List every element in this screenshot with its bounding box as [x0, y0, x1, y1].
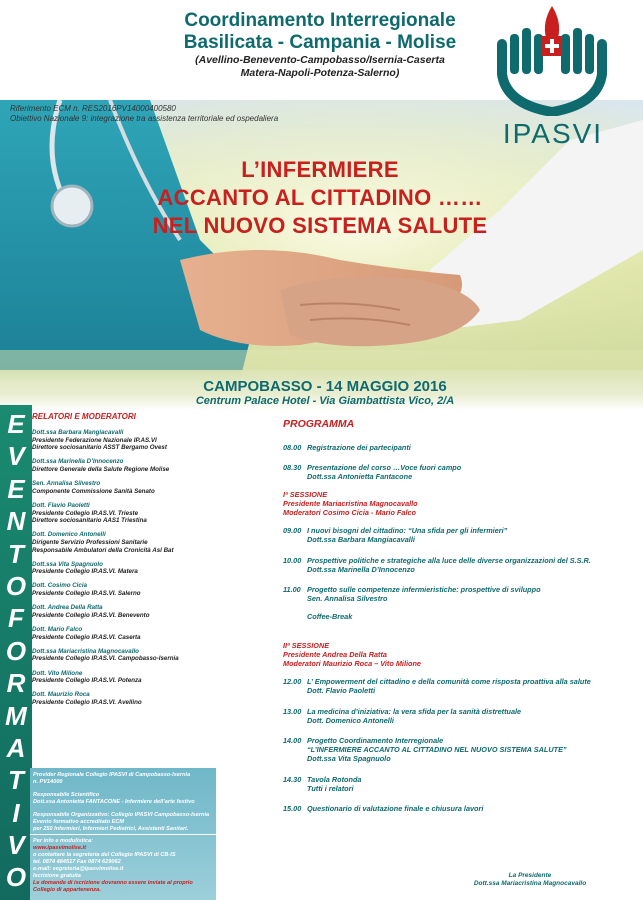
speaker-entry	[32, 458, 232, 473]
vertical-letter: F	[8, 603, 24, 634]
title-line-2: ACCANTO AL CITTADINO ……	[157, 185, 483, 210]
organizer-line: Responsabile Organizzativo: Collegio IPASVI Campobasso-Isernia	[33, 812, 210, 818]
schedule-time: 14.00	[283, 736, 302, 746]
speaker-role: Presidente Collegio IP.AS.VI. Trieste	[32, 509, 139, 517]
speaker-role: Presidente Federazione Nazionale IP.AS.VI	[32, 436, 157, 444]
session-moderators: Moderatori Maurizio Roca – Vito Milione	[283, 659, 421, 669]
speaker-role: Presidente Collegio IP.AS.VI. Benevento	[32, 611, 150, 619]
schedule-time: 12.00	[283, 677, 302, 687]
coffee-break: Coffee-Break	[307, 612, 353, 622]
speaker-role: Presidente Collegio IP.AS.VI. Potenza	[32, 677, 142, 685]
speaker-name: Dott.ssa Marinella D’Innocenzo	[32, 458, 124, 466]
audience-line: per 250 Infermieri, Infermieri Pediatrici, Assistenti Sanitari.	[33, 826, 189, 832]
schedule-text: Questionario di valutazione finale e chiusura lavori	[307, 804, 484, 814]
schedule-time: 08.30	[283, 463, 302, 473]
speaker-role: Direttore sociosanitario AAS1 Triestina	[32, 517, 147, 525]
vertical-letter: V	[7, 441, 25, 472]
schedule-row	[283, 736, 638, 745]
speaker-role: Direttore sociosanitario ASST Bergamo Ovest	[32, 444, 167, 452]
speaker-name: Dott.ssa Vita Spagnuolo	[32, 560, 103, 568]
speakers-list	[32, 412, 232, 713]
evento-formativo-letters	[0, 408, 32, 894]
speaker-entry	[32, 561, 232, 576]
speaker-role: Responsabile Ambulatori della Cronicità Asl Bat	[32, 546, 174, 554]
speaker-role: Presidente Collegio IP.AS.VI. Caserta	[32, 633, 141, 641]
contact-info	[33, 838, 213, 894]
speaker-role: Presidente Collegio IP.AS.VI. Campobasso-Isernia	[32, 655, 179, 663]
session-president: Presidente Mariacristina Magnocavallo	[283, 498, 418, 508]
header-line-2: Basilicata - Campania - Molise	[183, 32, 457, 53]
schedule-text: Registrazione dei partecipanti	[307, 443, 411, 452]
schedule-text: Progetto Coordinamento Interregionale	[307, 736, 444, 746]
speaker-entry	[32, 691, 232, 706]
program-heading: PROGRAMMA	[283, 418, 355, 430]
vertical-letter: T	[8, 538, 24, 569]
speaker-role: Presidente Collegio IP.AS.VI. Salerno	[32, 590, 141, 598]
vertical-letter: E	[7, 409, 25, 439]
schedule-text: L’ Empowerment del cittadino e della comunità come risposta proattiva alla salute	[307, 677, 591, 687]
header-line-4: Matera-Napoli-Potenza-Salerno)	[240, 67, 400, 79]
signature-name: Dott.ssa Mariacristina Magnocavallo	[473, 880, 587, 887]
speaker-role: Presidente Collegio IP.AS.VI. Matera	[32, 568, 138, 576]
speaker-role: Componente Commissione Sanità Senato	[32, 487, 155, 495]
accreditation-line: Evento formativo accreditato ECM	[33, 819, 125, 825]
program-schedule	[283, 418, 638, 813]
contact-heading: Per info e modulistica:	[33, 838, 93, 844]
free-registration: Iscrizione gratuita	[33, 873, 81, 879]
speaker-name: Dott.ssa Mariacristina Magnocavallo	[32, 647, 139, 655]
speaker-role: Direttore Generale della Salute Regione Molise	[32, 465, 170, 473]
speaker-entry	[32, 531, 232, 554]
speaker-name: Sen. Annalisa Silvestro	[32, 480, 101, 488]
schedule-speaker: Dott.ssa Vita Spagnuolo	[307, 754, 391, 764]
schedule-speaker: Dott. Flavio Paoletti	[307, 686, 376, 696]
schedule-speaker: Dott.ssa Marinella D’Innocenzo	[307, 564, 415, 574]
speaker-name: Dott. Flavio Paoletti	[32, 501, 90, 509]
provider-number: n. PV14000	[33, 779, 63, 785]
title-line-3: NEL NUOVO SISTEMA SALUTE	[152, 213, 488, 238]
speaker-entry	[32, 502, 232, 525]
city-date: CAMPOBASSO - 14 MAGGIO 2016	[203, 378, 447, 395]
schedule-text: Presentazione del corso …Voce fuori campo	[307, 463, 462, 473]
scientific-lead-label: Responsabile Scientifico	[33, 792, 100, 798]
speaker-name: Dott.ssa Barbara Mangiacavalli	[32, 429, 124, 436]
provider-line: Provider Regionale Collegio IPASVI di Campobasso-Isernia	[33, 772, 191, 778]
title-line-1: L’INFERMIERE	[241, 157, 399, 182]
schedule-speaker: Dott.ssa Barbara Mangiacavalli	[307, 535, 415, 545]
header-line-3: (Avellino-Benevento-Campobasso/Isernia-Caserta	[195, 54, 445, 66]
contact-line: o contattare la segreteria del Collegio IPASVI di CB-IS	[33, 852, 176, 858]
schedule-row	[283, 707, 638, 716]
schedule-row	[283, 443, 638, 452]
vertical-letter: I	[12, 797, 20, 828]
ecm-line-2: Obiettivo Nazionale 9: integrazione tra assistenza territoriale ed ospedaliera	[10, 114, 279, 123]
speaker-entry	[32, 648, 232, 663]
schedule-time: 13.00	[283, 706, 302, 716]
speaker-name: Dott. Vito Milione	[32, 669, 83, 677]
schedule-row	[283, 463, 638, 472]
schedule-row	[283, 556, 638, 565]
speaker-role: Presidente Collegio IP.AS.VI. Avellino	[32, 698, 142, 706]
schedule-row	[283, 775, 638, 784]
vertical-letter: M	[5, 700, 27, 731]
vertical-letter: V	[7, 830, 25, 861]
schedule-speaker: Dott. Domenico Antonelli	[307, 715, 394, 725]
provider-info	[33, 772, 213, 833]
session-title: IIª SESSIONE	[283, 640, 330, 650]
speaker-name: Dott. Mario Falco	[32, 626, 83, 634]
session-president: Presidente Andrea Della Ratta	[283, 649, 387, 659]
ipasvi-logo-text: IPASVI	[502, 118, 604, 149]
vertical-letter: N	[6, 506, 26, 537]
website-link[interactable]: www.ipasvimolise.it	[33, 845, 86, 851]
signature-block	[440, 872, 620, 888]
phone-fax: tel. 0874 484517 Fax 0874 629062	[33, 859, 121, 865]
vertical-letter: A	[6, 732, 26, 763]
schedule-text: La medicina d’iniziativa: la vera sfida per la sanità distrettuale	[307, 706, 522, 716]
vertical-letter: R	[6, 668, 26, 699]
speakers-heading: RELATORI E MODERATORI	[32, 412, 136, 421]
schedule-time: 15.00	[283, 804, 302, 814]
vertical-letter: O	[5, 570, 27, 601]
schedule-time: 11.00	[283, 585, 301, 595]
header-line-1: Coordinamento Interregionale	[184, 10, 456, 31]
schedule-text: I nuovi bisogni del cittadino: “Una sfida per gli infermieri”	[307, 526, 508, 536]
schedule-row	[283, 804, 638, 813]
schedule-time: 10.00	[283, 555, 302, 565]
vertical-letter: O	[5, 862, 27, 893]
schedule-row	[283, 585, 638, 594]
venue: Centrum Palace Hotel - Via Giambattista Vico, 2/A	[195, 395, 455, 407]
speaker-entry	[32, 429, 232, 452]
registration-note-2: Collegio di appartenenza.	[33, 887, 101, 893]
speaker-entry	[32, 670, 232, 685]
registration-note: Le domande di iscrizione dovranno essere inviate al proprio	[33, 880, 193, 886]
schedule-subtitle: “L’INFERMIERE ACCANTO AL CITTADINO NEL NUOVO SISTEMA SALUTE”	[307, 745, 567, 755]
schedule-speaker: Dott.ssa Antonietta Fantacone	[307, 472, 413, 482]
speaker-entry	[32, 604, 232, 619]
info-divider	[30, 834, 216, 835]
ipasvi-logo	[492, 4, 612, 116]
schedule-time: 14.30	[283, 774, 302, 784]
vertical-letter: E	[7, 473, 25, 504]
email-line[interactable]: e-mail: segreteria@ipasvimolise.it	[33, 866, 124, 872]
speaker-name: Dott. Domenico Antonelli	[32, 531, 106, 539]
schedule-text: Progetto sulle competenze infermieristiche: prospettive di sviluppo	[307, 585, 541, 595]
ipasvi-hands-icon	[492, 4, 612, 116]
schedule-row	[283, 526, 638, 535]
schedule-speaker: Tutti i relatori	[307, 783, 354, 793]
speaker-name: Dott. Andrea Della Ratta	[32, 604, 103, 612]
ecm-line-1: Riferimento ECM n. RES2016PV14000400580	[10, 104, 176, 113]
ecm-reference	[10, 104, 278, 124]
speaker-name: Dott. Cosimo Cicia	[32, 582, 88, 590]
session-title: Iª SESSIONE	[283, 489, 328, 499]
speaker-entry	[32, 626, 232, 641]
header-title-block	[150, 10, 490, 80]
schedule-text: Tavola Rotonda	[307, 774, 362, 784]
speaker-role: Dirigente Servizio Professioni Sanitarie	[32, 538, 148, 546]
speaker-entry	[32, 582, 232, 597]
schedule-time: 09.00	[283, 526, 302, 536]
speaker-entry	[32, 480, 232, 495]
scientific-lead-name: Dott.ssa Antonietta FANTACONE - Infermiere dell’arte festivo	[33, 799, 195, 805]
vertical-letter: O	[5, 635, 27, 666]
event-title	[120, 156, 520, 240]
schedule-text: Prospettive politiche e strategiche alla luce delle diverse organizzazioni del S.S.R.	[307, 555, 591, 565]
schedule-speaker: Sen. Annalisa Silvestro	[307, 594, 388, 604]
vertical-letter: T	[8, 765, 24, 796]
speaker-name: Dott. Maurizio Roca	[32, 691, 90, 699]
session-moderators: Moderatori Cosimo Cicia - Mario Falco	[283, 508, 416, 518]
schedule-row	[283, 677, 638, 686]
schedule-time: 08.00	[283, 443, 302, 452]
signature-title: La Presidente	[508, 872, 552, 879]
